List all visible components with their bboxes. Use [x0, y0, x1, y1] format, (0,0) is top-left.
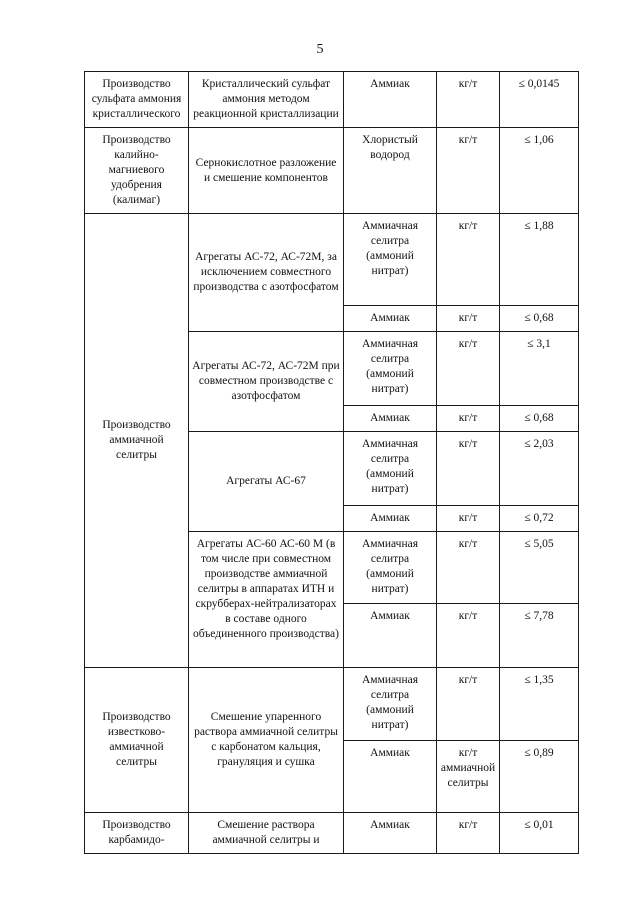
process-cell: Смешение раствора аммиачной селитры и: [189, 813, 344, 854]
production-cell: Производство известково-аммиачной селитры: [85, 668, 189, 813]
process-cell: Агрегаты АС-60 АС-60 М (в том числе при совместном производстве аммиачной селитры в аппаратах ИТН и скрубберах-нейтрализаторах в составе одного объединенного производства): [189, 532, 344, 668]
substance-cell: Аммиачная селитра (аммоний нитрат): [344, 214, 437, 306]
table-row: [85, 72, 579, 128]
unit-cell: кг/т: [437, 128, 500, 214]
unit-cell: кг/т: [437, 214, 500, 306]
unit-cell: кг/т аммиачной селитры: [437, 741, 500, 813]
value-cell: ≤ 0,89: [500, 741, 579, 813]
value-cell: ≤ 0,72: [500, 506, 579, 532]
substance-cell: Аммиачная селитра (аммоний нитрат): [344, 668, 437, 741]
emission-table: [84, 71, 579, 854]
production-cell: Производство аммиачной селитры: [85, 214, 189, 668]
process-cell: Сернокислотное разложение и смешение компонентов: [189, 128, 344, 214]
unit-cell: кг/т: [437, 306, 500, 332]
value-cell: ≤ 5,05: [500, 532, 579, 604]
value-cell: ≤ 0,68: [500, 306, 579, 332]
value-cell: ≤ 0,68: [500, 406, 579, 432]
production-cell: Производство калийно-магниевого удобрения (калимаг): [85, 128, 189, 214]
unit-cell: кг/т: [437, 813, 500, 854]
value-cell: ≤ 1,06: [500, 128, 579, 214]
value-cell: ≤ 2,03: [500, 432, 579, 506]
process-cell: Смешение упаренного раствора аммиачной селитры с карбонатом кальция, грануляция и сушка: [189, 668, 344, 813]
production-cell: Производство сульфата аммония кристаллического: [85, 72, 189, 128]
process-cell: Агрегаты АС-67: [189, 432, 344, 532]
substance-cell: Аммиак: [344, 813, 437, 854]
table-row: [85, 214, 579, 306]
value-cell: ≤ 1,35: [500, 668, 579, 741]
value-cell: ≤ 0,0145: [500, 72, 579, 128]
substance-cell: Аммиак: [344, 604, 437, 668]
production-cell: Производство карбамидо-: [85, 813, 189, 854]
unit-cell: кг/т: [437, 332, 500, 406]
process-cell: Кристаллический сульфат аммония методом реакционной кристаллизации: [189, 72, 344, 128]
unit-cell: кг/т: [437, 506, 500, 532]
unit-cell: кг/т: [437, 604, 500, 668]
substance-cell: Аммиак: [344, 72, 437, 128]
unit-cell: кг/т: [437, 668, 500, 741]
process-cell: Агрегаты АС-72, АС-72М, за исключением совместного производства с азотфосфатом: [189, 214, 344, 332]
unit-cell: кг/т: [437, 532, 500, 604]
substance-cell: Аммиак: [344, 406, 437, 432]
substance-cell: Аммиачная селитра (аммоний нитрат): [344, 532, 437, 604]
unit-cell: кг/т: [437, 406, 500, 432]
substance-cell: Аммиачная селитра (аммоний нитрат): [344, 432, 437, 506]
value-cell: ≤ 3,1: [500, 332, 579, 406]
substance-cell: Аммиак: [344, 306, 437, 332]
table-row: [85, 813, 579, 854]
value-cell: ≤ 1,88: [500, 214, 579, 306]
value-cell: ≤ 7,78: [500, 604, 579, 668]
page-number: 5: [316, 42, 324, 57]
unit-cell: кг/т: [437, 72, 500, 128]
process-cell: Агрегаты АС-72, АС-72М при совместном производстве с азотфосфатом: [189, 332, 344, 432]
substance-cell: Аммиак: [344, 506, 437, 532]
substance-cell: Аммиачная селитра (аммоний нитрат): [344, 332, 437, 406]
unit-cell: кг/т: [437, 432, 500, 506]
value-cell: ≤ 0,01: [500, 813, 579, 854]
substance-cell: Аммиак: [344, 741, 437, 813]
substance-cell: Хлористый водород: [344, 128, 437, 214]
table-row: [85, 128, 579, 214]
table-row: [85, 668, 579, 741]
